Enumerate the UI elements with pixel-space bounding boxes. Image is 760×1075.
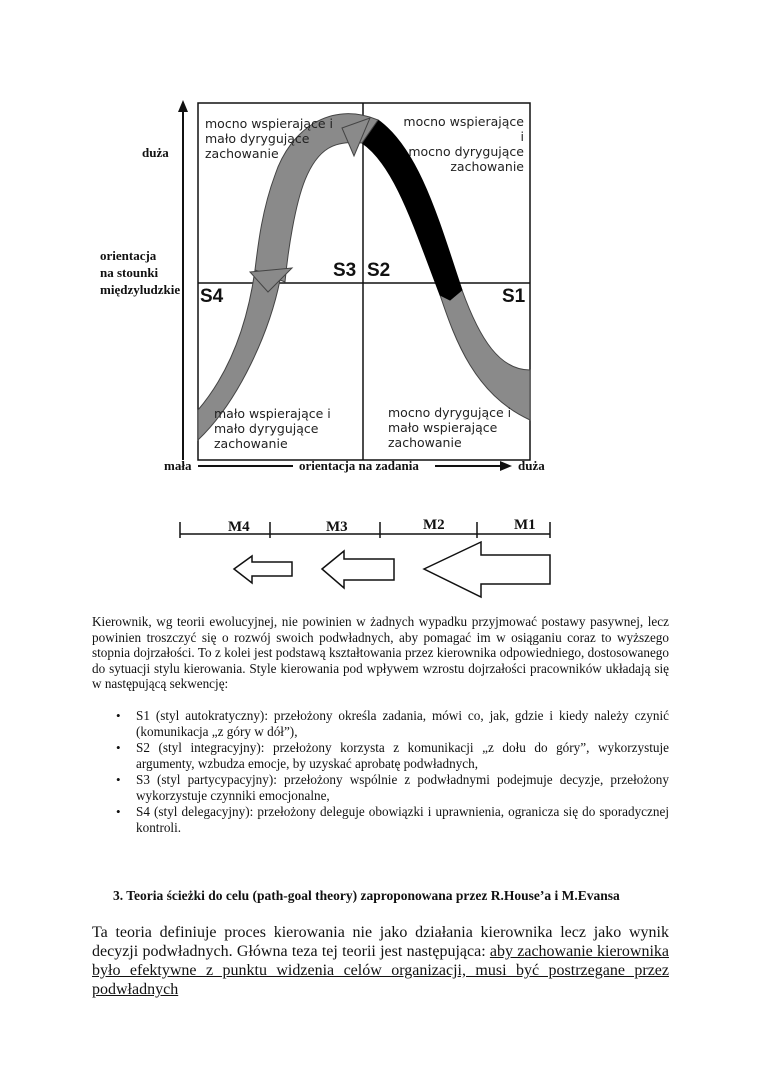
style-label-s1: S1 bbox=[502, 286, 526, 307]
maturity-arrow-small bbox=[234, 556, 292, 583]
maturity-arrow-large bbox=[424, 542, 550, 597]
y-axis-top-label: duża bbox=[142, 145, 169, 160]
maturity-arrow-medium bbox=[322, 551, 394, 588]
style-label-s3: S3 bbox=[333, 260, 357, 281]
maturity-label-m2: M2 bbox=[423, 517, 445, 533]
list-item-s4: • S4 (styl delegacyjny): przełożony deleguje obowiązki i uprawnienia, ogranicza się do sporadycznej kontroli. bbox=[92, 804, 669, 835]
quadrant-top-left-text: mocno wspierające i mało dyrygujące zachowanie bbox=[205, 116, 334, 161]
intro-paragraph: Kierownik, wg teorii ewolucyjnej, nie powinien w żadnych wypadku przyjmować postawy pasywnej, lecz powinien troszczyć się o rozwój swoich podwładnych, aby pomagać im w osiąganiu coraz to wyższego stopnia dojrzałości. To z kolei jest podstawą kształtowania przez kierownika odpowiedniego, dostosowanego do sytuacji stylu kierowania. Style kierowania pod wpływem wzrostu dojrzałości pracowników układają się w następującą sekwencję: bbox=[92, 614, 669, 691]
y-axis-label-line-1: orientacja bbox=[100, 248, 157, 263]
final-paragraph bbox=[92, 923, 669, 999]
x-axis-left-label: mała bbox=[164, 458, 192, 473]
y-axis-label-line-2: na stounki bbox=[100, 265, 159, 280]
y-axis-label-line-3: międzyludzkie bbox=[100, 282, 181, 297]
quadrant-bottom-left-text: mało wspierające i mało dyrygujące zachowanie bbox=[214, 406, 331, 451]
curve-band-s1 bbox=[440, 290, 530, 420]
y-axis-label bbox=[100, 247, 180, 298]
maturity-label-m1: M1 bbox=[514, 517, 536, 533]
final-paragraph-plain: Ta teoria definiuje proces kierowania nie jako działania kierownika lecz jako wynik decyzji podwładnych. Główna teza tej teorii jest następująca: bbox=[92, 924, 669, 960]
section-heading: 3. Teoria ścieżki do celu (path-goal theory) zaproponowana przez R.House’a i M.Evansa bbox=[113, 888, 620, 903]
list-item-s2: • S2 (styl integracyjny): przełożony korzysta z komunikacji „z dołu do góry”, wykorzystuje argumenty, wzbudza emocje, by uzyskać aprobatę podwładnych, bbox=[92, 740, 669, 771]
y-axis-arrowhead bbox=[178, 100, 188, 112]
list-item-s3: • S3 (styl partycypacyjny): przełożony wspólnie z podwładnymi podejmuje decyzje, przełożony wykorzystuje czynniki emocjonalne, bbox=[92, 772, 669, 803]
quadrant-top-right-text: mocno wspierające i mocno dyrygujące zachowanie bbox=[403, 114, 524, 174]
list-item-s1: • S1 (styl autokratyczny): przełożony określa zadania, mówi co, jak, gdzie i kiedy należy czynić (komunikacja „z góry w dół”), bbox=[92, 708, 669, 739]
maturity-label-m3: M3 bbox=[326, 519, 348, 535]
maturity-label-m4: M4 bbox=[228, 519, 250, 535]
style-label-s2: S2 bbox=[367, 260, 391, 281]
style-label-s4: S4 bbox=[200, 286, 224, 307]
final-paragraph-underlined: aby zachowanie kierownika było efektywne z punktu widzenia celów organizacji, musi być postrzegane przez podwładnych bbox=[92, 943, 669, 998]
x-axis-right-label: duża bbox=[518, 458, 545, 473]
quadrant-bottom-right-text: mocno dyrygujące i mało wspierające zachowanie bbox=[388, 405, 512, 450]
x-axis-arrowhead bbox=[500, 461, 512, 471]
style-sequence-list bbox=[92, 708, 669, 836]
x-axis-label: orientacja na zadania bbox=[299, 458, 419, 473]
